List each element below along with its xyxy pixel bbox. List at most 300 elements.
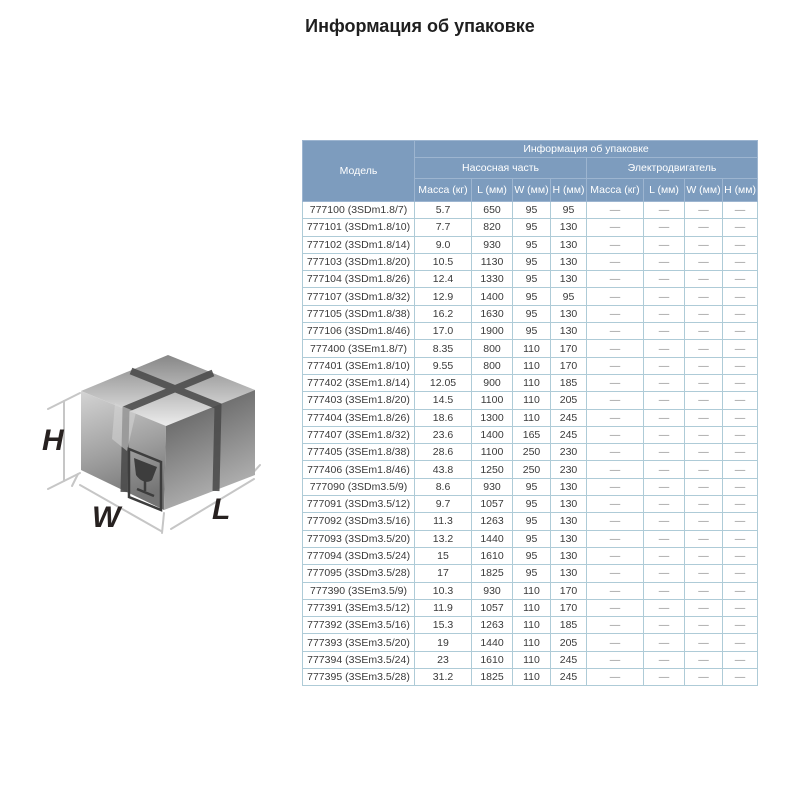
value-cell: 130 <box>551 513 587 530</box>
value-cell: 31.2 <box>415 669 472 686</box>
value-cell: — <box>685 357 723 374</box>
value-cell: — <box>685 444 723 461</box>
value-cell: 250 <box>513 444 551 461</box>
value-cell: 185 <box>551 374 587 391</box>
value-cell: 650 <box>472 202 513 219</box>
value-cell: — <box>587 496 644 513</box>
dimension-l-label: L <box>212 493 231 526</box>
packaging-table-container <box>302 140 758 686</box>
value-cell: — <box>723 426 758 443</box>
value-cell: — <box>644 496 685 513</box>
front-corner-tick <box>162 513 164 533</box>
value-cell: 95 <box>513 271 551 288</box>
value-cell: — <box>587 323 644 340</box>
value-cell: — <box>587 530 644 547</box>
value-cell: 930 <box>472 582 513 599</box>
value-cell: — <box>587 409 644 426</box>
value-cell: — <box>685 202 723 219</box>
value-cell: — <box>644 478 685 495</box>
value-cell: — <box>723 634 758 651</box>
value-cell: — <box>587 599 644 616</box>
value-cell: — <box>644 340 685 357</box>
value-cell: 130 <box>551 565 587 582</box>
value-cell: — <box>587 617 644 634</box>
value-cell: 18.6 <box>415 409 472 426</box>
value-cell: — <box>723 374 758 391</box>
value-cell: 230 <box>551 444 587 461</box>
value-cell: — <box>587 461 644 478</box>
model-cell: 777093 (3SDm3.5/20) <box>303 530 415 547</box>
value-cell: — <box>587 253 644 270</box>
value-cell: 130 <box>551 478 587 495</box>
column-header-pump-h: H (мм) <box>551 179 587 202</box>
value-cell: — <box>644 253 685 270</box>
table-row <box>303 530 758 547</box>
value-cell: 23 <box>415 651 472 668</box>
value-cell: 95 <box>513 547 551 564</box>
model-cell: 777094 (3SDm3.5/24) <box>303 547 415 564</box>
value-cell: — <box>685 392 723 409</box>
value-cell: — <box>685 582 723 599</box>
table-row <box>303 202 758 219</box>
value-cell: — <box>685 271 723 288</box>
model-cell: 777095 (3SDm3.5/28) <box>303 565 415 582</box>
value-cell: — <box>644 634 685 651</box>
value-cell: — <box>723 651 758 668</box>
value-cell: — <box>644 323 685 340</box>
value-cell: 95 <box>513 323 551 340</box>
value-cell: — <box>587 357 644 374</box>
value-cell: 110 <box>513 340 551 357</box>
value-cell: 130 <box>551 253 587 270</box>
value-cell: — <box>587 236 644 253</box>
model-cell: 777404 (3SEm1.8/26) <box>303 409 415 426</box>
value-cell: — <box>685 374 723 391</box>
value-cell: 165 <box>513 426 551 443</box>
value-cell: 14.5 <box>415 392 472 409</box>
value-cell: 1630 <box>472 305 513 322</box>
value-cell: — <box>723 478 758 495</box>
value-cell: 11.9 <box>415 599 472 616</box>
value-cell: — <box>723 547 758 564</box>
table-row <box>303 323 758 340</box>
value-cell: — <box>644 651 685 668</box>
value-cell: — <box>723 582 758 599</box>
value-cell: 110 <box>513 409 551 426</box>
value-cell: — <box>723 288 758 305</box>
value-cell: 130 <box>551 305 587 322</box>
value-cell: — <box>644 565 685 582</box>
value-cell: 95 <box>513 530 551 547</box>
value-cell: — <box>587 478 644 495</box>
value-cell: 8.35 <box>415 340 472 357</box>
value-cell: 95 <box>551 288 587 305</box>
table-row <box>303 669 758 686</box>
value-cell: 245 <box>551 426 587 443</box>
value-cell: — <box>587 271 644 288</box>
value-cell: — <box>587 202 644 219</box>
value-cell: 820 <box>472 219 513 236</box>
column-header-motor-h: H (мм) <box>723 179 758 202</box>
value-cell: 800 <box>472 340 513 357</box>
table-row <box>303 288 758 305</box>
value-cell: — <box>685 426 723 443</box>
value-cell: — <box>685 323 723 340</box>
value-cell: 110 <box>513 374 551 391</box>
value-cell: 1440 <box>472 530 513 547</box>
column-header-model: Модель <box>303 141 415 202</box>
value-cell: — <box>587 374 644 391</box>
value-cell: 130 <box>551 236 587 253</box>
value-cell: — <box>723 496 758 513</box>
value-cell: — <box>685 219 723 236</box>
value-cell: — <box>723 530 758 547</box>
value-cell: — <box>685 617 723 634</box>
table-row <box>303 236 758 253</box>
value-cell: 95 <box>513 513 551 530</box>
value-cell: 8.6 <box>415 478 472 495</box>
value-cell: 245 <box>551 409 587 426</box>
table-row <box>303 357 758 374</box>
table-row <box>303 271 758 288</box>
value-cell: 110 <box>513 582 551 599</box>
value-cell: — <box>685 599 723 616</box>
value-cell: 95 <box>513 496 551 513</box>
value-cell: — <box>587 444 644 461</box>
column-header-motor-w: W (мм) <box>685 179 723 202</box>
value-cell: — <box>685 669 723 686</box>
table-row <box>303 582 758 599</box>
value-cell: — <box>644 357 685 374</box>
value-cell: 1057 <box>472 599 513 616</box>
table-row <box>303 617 758 634</box>
table-row <box>303 634 758 651</box>
value-cell: — <box>644 271 685 288</box>
value-cell: 930 <box>472 236 513 253</box>
value-cell: 12.9 <box>415 288 472 305</box>
table-row <box>303 444 758 461</box>
value-cell: 1330 <box>472 271 513 288</box>
value-cell: — <box>723 409 758 426</box>
value-cell: — <box>587 634 644 651</box>
value-cell: 245 <box>551 651 587 668</box>
value-cell: 110 <box>513 634 551 651</box>
value-cell: 95 <box>513 565 551 582</box>
value-cell: — <box>723 219 758 236</box>
model-cell: 777402 (3SEm1.8/14) <box>303 374 415 391</box>
model-cell: 777406 (3SEm1.8/46) <box>303 461 415 478</box>
dimension-h-label: H <box>42 424 64 457</box>
value-cell: — <box>723 253 758 270</box>
value-cell: — <box>723 565 758 582</box>
table-row <box>303 599 758 616</box>
value-cell: 1440 <box>472 634 513 651</box>
table-body <box>303 202 758 686</box>
value-cell: 9.7 <box>415 496 472 513</box>
value-cell: — <box>723 461 758 478</box>
value-cell: — <box>723 202 758 219</box>
table-row <box>303 305 758 322</box>
value-cell: 130 <box>551 530 587 547</box>
value-cell: — <box>644 219 685 236</box>
value-cell: 12.4 <box>415 271 472 288</box>
value-cell: 43.8 <box>415 461 472 478</box>
value-cell: 95 <box>513 236 551 253</box>
value-cell: — <box>644 599 685 616</box>
value-cell: — <box>587 513 644 530</box>
value-cell: 19 <box>415 634 472 651</box>
value-cell: 95 <box>513 478 551 495</box>
section-header-pump: Насосная часть <box>415 158 587 179</box>
model-cell: 777407 (3SEm1.8/32) <box>303 426 415 443</box>
value-cell: 1825 <box>472 565 513 582</box>
value-cell: — <box>644 444 685 461</box>
value-cell: — <box>644 374 685 391</box>
value-cell: — <box>644 582 685 599</box>
value-cell: — <box>685 530 723 547</box>
column-header-pump-mass: Масса (кг) <box>415 179 472 202</box>
value-cell: 1610 <box>472 547 513 564</box>
table-row <box>303 219 758 236</box>
column-header-motor-mass: Масса (кг) <box>587 179 644 202</box>
value-cell: 95 <box>513 305 551 322</box>
column-header-pump-l: L (мм) <box>472 179 513 202</box>
model-cell: 777106 (3SDm1.8/46) <box>303 323 415 340</box>
table-row <box>303 409 758 426</box>
value-cell: — <box>644 236 685 253</box>
value-cell: 9.0 <box>415 236 472 253</box>
value-cell: 11.3 <box>415 513 472 530</box>
value-cell: — <box>685 651 723 668</box>
value-cell: 17.0 <box>415 323 472 340</box>
value-cell: — <box>685 461 723 478</box>
table-row <box>303 565 758 582</box>
value-cell: 170 <box>551 599 587 616</box>
model-cell: 777403 (3SEm1.8/20) <box>303 392 415 409</box>
model-cell: 777105 (3SDm1.8/38) <box>303 305 415 322</box>
table-row <box>303 374 758 391</box>
model-cell: 777102 (3SDm1.8/14) <box>303 236 415 253</box>
model-cell: 777393 (3SEm3.5/20) <box>303 634 415 651</box>
value-cell: — <box>723 392 758 409</box>
model-cell: 777104 (3SDm1.8/26) <box>303 271 415 288</box>
value-cell: — <box>685 409 723 426</box>
value-cell: 250 <box>513 461 551 478</box>
value-cell: 23.6 <box>415 426 472 443</box>
model-cell: 777101 (3SDm1.8/10) <box>303 219 415 236</box>
table-row <box>303 461 758 478</box>
value-cell: — <box>587 340 644 357</box>
value-cell: 130 <box>551 496 587 513</box>
section-header-motor: Электродвигатель <box>587 158 758 179</box>
value-cell: — <box>644 669 685 686</box>
column-header-pump-w: W (мм) <box>513 179 551 202</box>
value-cell: 130 <box>551 219 587 236</box>
value-cell: — <box>587 651 644 668</box>
table-row <box>303 253 758 270</box>
value-cell: — <box>723 323 758 340</box>
value-cell: 110 <box>513 617 551 634</box>
value-cell: — <box>723 305 758 322</box>
value-cell: 170 <box>551 357 587 374</box>
table-row <box>303 426 758 443</box>
model-cell: 777400 (3SEm1.8/7) <box>303 340 415 357</box>
value-cell: 7.7 <box>415 219 472 236</box>
value-cell: — <box>723 444 758 461</box>
value-cell: 1100 <box>472 392 513 409</box>
value-cell: 170 <box>551 340 587 357</box>
value-cell: — <box>685 634 723 651</box>
value-cell: 5.7 <box>415 202 472 219</box>
value-cell: — <box>685 236 723 253</box>
value-cell: — <box>723 599 758 616</box>
value-cell: — <box>644 392 685 409</box>
model-cell: 777092 (3SDm3.5/16) <box>303 513 415 530</box>
value-cell: — <box>587 392 644 409</box>
table-row <box>303 496 758 513</box>
value-cell: 205 <box>551 634 587 651</box>
package-box-illustration <box>28 333 278 583</box>
table-header <box>303 141 758 202</box>
value-cell: 95 <box>551 202 587 219</box>
model-cell: 777103 (3SDm1.8/20) <box>303 253 415 270</box>
value-cell: 1300 <box>472 409 513 426</box>
model-cell: 777090 (3SDm3.5/9) <box>303 478 415 495</box>
value-cell: — <box>644 409 685 426</box>
value-cell: — <box>587 669 644 686</box>
value-cell: 1825 <box>472 669 513 686</box>
model-cell: 777395 (3SEm3.5/28) <box>303 669 415 686</box>
value-cell: — <box>644 426 685 443</box>
value-cell: 10.5 <box>415 253 472 270</box>
model-cell: 777391 (3SEm3.5/12) <box>303 599 415 616</box>
value-cell: — <box>644 547 685 564</box>
value-cell: 1900 <box>472 323 513 340</box>
table-row <box>303 340 758 357</box>
value-cell: — <box>644 288 685 305</box>
value-cell: — <box>587 582 644 599</box>
value-cell: — <box>685 513 723 530</box>
value-cell: 10.3 <box>415 582 472 599</box>
value-cell: 28.6 <box>415 444 472 461</box>
column-header-motor-l: L (мм) <box>644 179 685 202</box>
value-cell: 800 <box>472 357 513 374</box>
value-cell: — <box>685 253 723 270</box>
packaging-table <box>302 140 758 686</box>
value-cell: 130 <box>551 271 587 288</box>
table-row <box>303 651 758 668</box>
model-cell: 777394 (3SEm3.5/24) <box>303 651 415 668</box>
value-cell: 1057 <box>472 496 513 513</box>
model-cell: 777401 (3SEm1.8/10) <box>303 357 415 374</box>
value-cell: 95 <box>513 202 551 219</box>
value-cell: 110 <box>513 392 551 409</box>
value-cell: — <box>644 617 685 634</box>
value-cell: — <box>685 547 723 564</box>
value-cell: — <box>685 478 723 495</box>
value-cell: — <box>685 496 723 513</box>
value-cell: 185 <box>551 617 587 634</box>
value-cell: 110 <box>513 599 551 616</box>
value-cell: — <box>723 617 758 634</box>
value-cell: 95 <box>513 253 551 270</box>
value-cell: 1263 <box>472 617 513 634</box>
value-cell: 110 <box>513 651 551 668</box>
value-cell: 230 <box>551 461 587 478</box>
model-cell: 777100 (3SDm1.8/7) <box>303 202 415 219</box>
table-row <box>303 547 758 564</box>
table-row <box>303 513 758 530</box>
value-cell: 110 <box>513 357 551 374</box>
value-cell: 17 <box>415 565 472 582</box>
value-cell: 930 <box>472 478 513 495</box>
value-cell: 95 <box>513 288 551 305</box>
value-cell: — <box>723 513 758 530</box>
value-cell: — <box>644 530 685 547</box>
model-cell: 777390 (3SEm3.5/9) <box>303 582 415 599</box>
value-cell: 1250 <box>472 461 513 478</box>
value-cell: 130 <box>551 547 587 564</box>
value-cell: 170 <box>551 582 587 599</box>
value-cell: — <box>723 271 758 288</box>
value-cell: 130 <box>551 323 587 340</box>
value-cell: — <box>644 461 685 478</box>
table-row <box>303 478 758 495</box>
value-cell: — <box>685 565 723 582</box>
value-cell: 1400 <box>472 426 513 443</box>
model-cell: 777091 (3SDm3.5/12) <box>303 496 415 513</box>
value-cell: 245 <box>551 669 587 686</box>
model-cell: 777405 (3SEm1.8/38) <box>303 444 415 461</box>
value-cell: — <box>723 236 758 253</box>
value-cell: 1610 <box>472 651 513 668</box>
value-cell: — <box>685 288 723 305</box>
value-cell: — <box>587 565 644 582</box>
value-cell: 13.2 <box>415 530 472 547</box>
value-cell: 12.05 <box>415 374 472 391</box>
value-cell: 900 <box>472 374 513 391</box>
value-cell: 95 <box>513 219 551 236</box>
table-row <box>303 392 758 409</box>
value-cell: — <box>685 340 723 357</box>
value-cell: — <box>644 202 685 219</box>
value-cell: — <box>644 513 685 530</box>
value-cell: — <box>587 426 644 443</box>
value-cell: 16.2 <box>415 305 472 322</box>
value-cell: — <box>587 219 644 236</box>
value-cell: — <box>723 340 758 357</box>
value-cell: 1400 <box>472 288 513 305</box>
value-cell: — <box>587 288 644 305</box>
value-cell: — <box>723 357 758 374</box>
value-cell: — <box>587 305 644 322</box>
model-cell: 777107 (3SDm1.8/32) <box>303 288 415 305</box>
table-group-header: Информация об упаковке <box>415 141 758 158</box>
page-title: Информация об упаковке <box>305 16 535 36</box>
value-cell: — <box>587 547 644 564</box>
value-cell: 1100 <box>472 444 513 461</box>
dimension-w-label: W <box>92 501 121 534</box>
value-cell: — <box>644 305 685 322</box>
value-cell: 1130 <box>472 253 513 270</box>
model-cell: 777392 (3SEm3.5/16) <box>303 617 415 634</box>
value-cell: 1263 <box>472 513 513 530</box>
value-cell: 205 <box>551 392 587 409</box>
value-cell: 15 <box>415 547 472 564</box>
value-cell: 9.55 <box>415 357 472 374</box>
value-cell: — <box>685 305 723 322</box>
value-cell: 110 <box>513 669 551 686</box>
